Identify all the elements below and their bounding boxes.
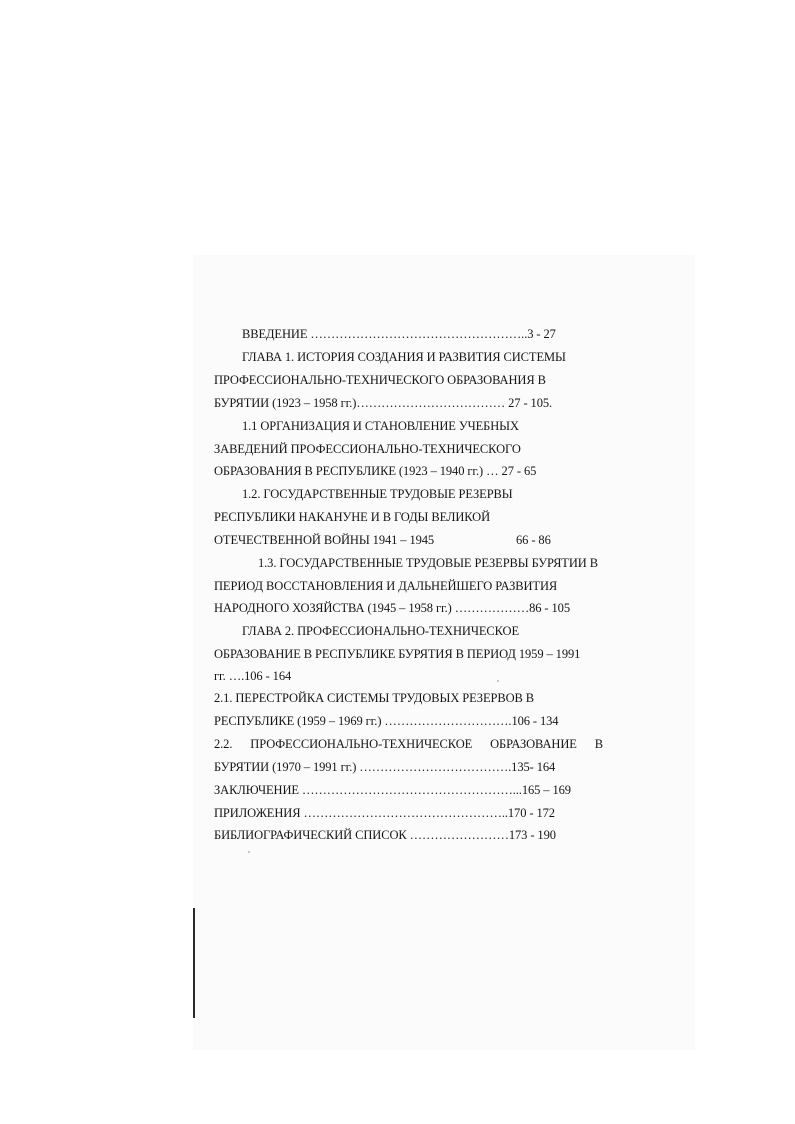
toc-section-2-2-word-2: ОБРАЗОВАНИЕ <box>490 737 577 751</box>
toc-section-2-2-word-3: В <box>594 737 603 751</box>
toc-entry-introduction: ВВЕДЕНИЕ ……………………………………………..3 - 27 <box>242 327 556 341</box>
toc-section-2-1-line-2: РЕСПУБЛИКЕ (1959 – 1969 гг.) ………………………….106 - 134 <box>214 714 559 728</box>
toc-section-1-3-line-2: ПЕРИОД ВОССТАНОВЛЕНИЯ И ДАЛЬНЕЙШЕГО РАЗВИТИЯ <box>214 579 558 593</box>
toc-section-2-2-word-1: ПРОФЕССИОНАЛЬНО-ТЕХНИЧЕСКОЕ <box>250 737 473 751</box>
scan-speck <box>497 680 499 682</box>
toc-section-1-2-line-1: 1.2. ГОСУДАРСТВЕННЫЕ ТРУДОВЫЕ РЕЗЕРВЫ <box>242 487 513 501</box>
scan-speck <box>248 851 250 853</box>
toc-entry-conclusion: ЗАКЛЮЧЕНИЕ ……………………………………………...165 – 169 <box>214 783 571 797</box>
toc-chapter-2-line-2: ОБРАЗОВАНИЕ В РЕСПУБЛИКЕ БУРЯТИЯ В ПЕРИОД 1959 – 1991 <box>214 647 581 661</box>
toc-section-2-2-line-2: БУРЯТИИ (1970 – 1991 гг.) ……………………………….135- 164 <box>214 760 556 774</box>
toc-section-1-3-line-1: 1.3. ГОСУДАРСТВЕННЫЕ ТРУДОВЫЕ РЕЗЕРВЫ БУРЯТИИ В <box>258 556 598 570</box>
toc-chapter-2-line-3: гг. ….106 - 164 <box>214 669 292 683</box>
toc-chapter-1-line-1: ГЛАВА 1. ИСТОРИЯ СОЗДАНИЯ И РАЗВИТИЯ СИСТЕМЫ <box>242 350 566 364</box>
toc-section-1-2-line-2: РЕСПУБЛИКИ НАКАНУНЕ И В ГОДЫ ВЕЛИКОЙ <box>214 510 491 524</box>
toc-section-1-3-line-3: НАРОДНОГО ХОЗЯЙСТВА (1945 – 1958 гг.) ………………86 - 105 <box>214 601 570 615</box>
toc-section-1-1-line-3: ОБРАЗОВАНИЯ В РЕСПУБЛИКЕ (1923 – 1940 гг.) … 27 - 65 <box>214 464 537 478</box>
toc-chapter-1-line-2: ПРОФЕССИОНАЛЬНО-ТЕХНИЧЕСКОГО ОБРАЗОВАНИЯ В <box>214 373 546 387</box>
toc-section-1-1-line-2: ЗАВЕДЕНИЙ ПРОФЕССИОНАЛЬНО-ТЕХНИЧЕСКОГО <box>214 442 521 456</box>
scan-edge-mark <box>193 908 195 1018</box>
toc-chapter-1-line-3: БУРЯТИИ (1923 – 1958 гг.)……………………………… 27 - 105. <box>214 396 553 410</box>
toc-section-2-2-number: 2.2. <box>214 737 233 751</box>
toc-entry-bibliography: БИБЛИОГРАФИЧЕСКИЙ СПИСОК ……………………173 - 190 <box>214 828 556 842</box>
toc-section-1-2-line-3: ОТЕЧЕСТВЕННОЙ ВОЙНЫ 1941 – 1945 <box>214 533 435 547</box>
toc-section-1-1-line-1: 1.1 ОРГАНИЗАЦИЯ И СТАНОВЛЕНИЕ УЧЕБНЫХ <box>242 419 519 433</box>
toc-section-2-2-line-1 <box>214 733 603 755</box>
toc-entry-appendices: ПРИЛОЖЕНИЯ …………………………………………..170 - 172 <box>214 806 555 820</box>
toc-chapter-2-line-1: ГЛАВА 2. ПРОФЕССИОНАЛЬНО-ТЕХНИЧЕСКОЕ <box>242 624 520 638</box>
toc-section-1-2-pages: 66 - 86 <box>516 533 551 547</box>
toc-section-2-1-line-1: 2.1. ПЕРЕСТРОЙКА СИСТЕМЫ ТРУДОВЫХ РЕЗЕРВОВ В <box>214 691 535 705</box>
